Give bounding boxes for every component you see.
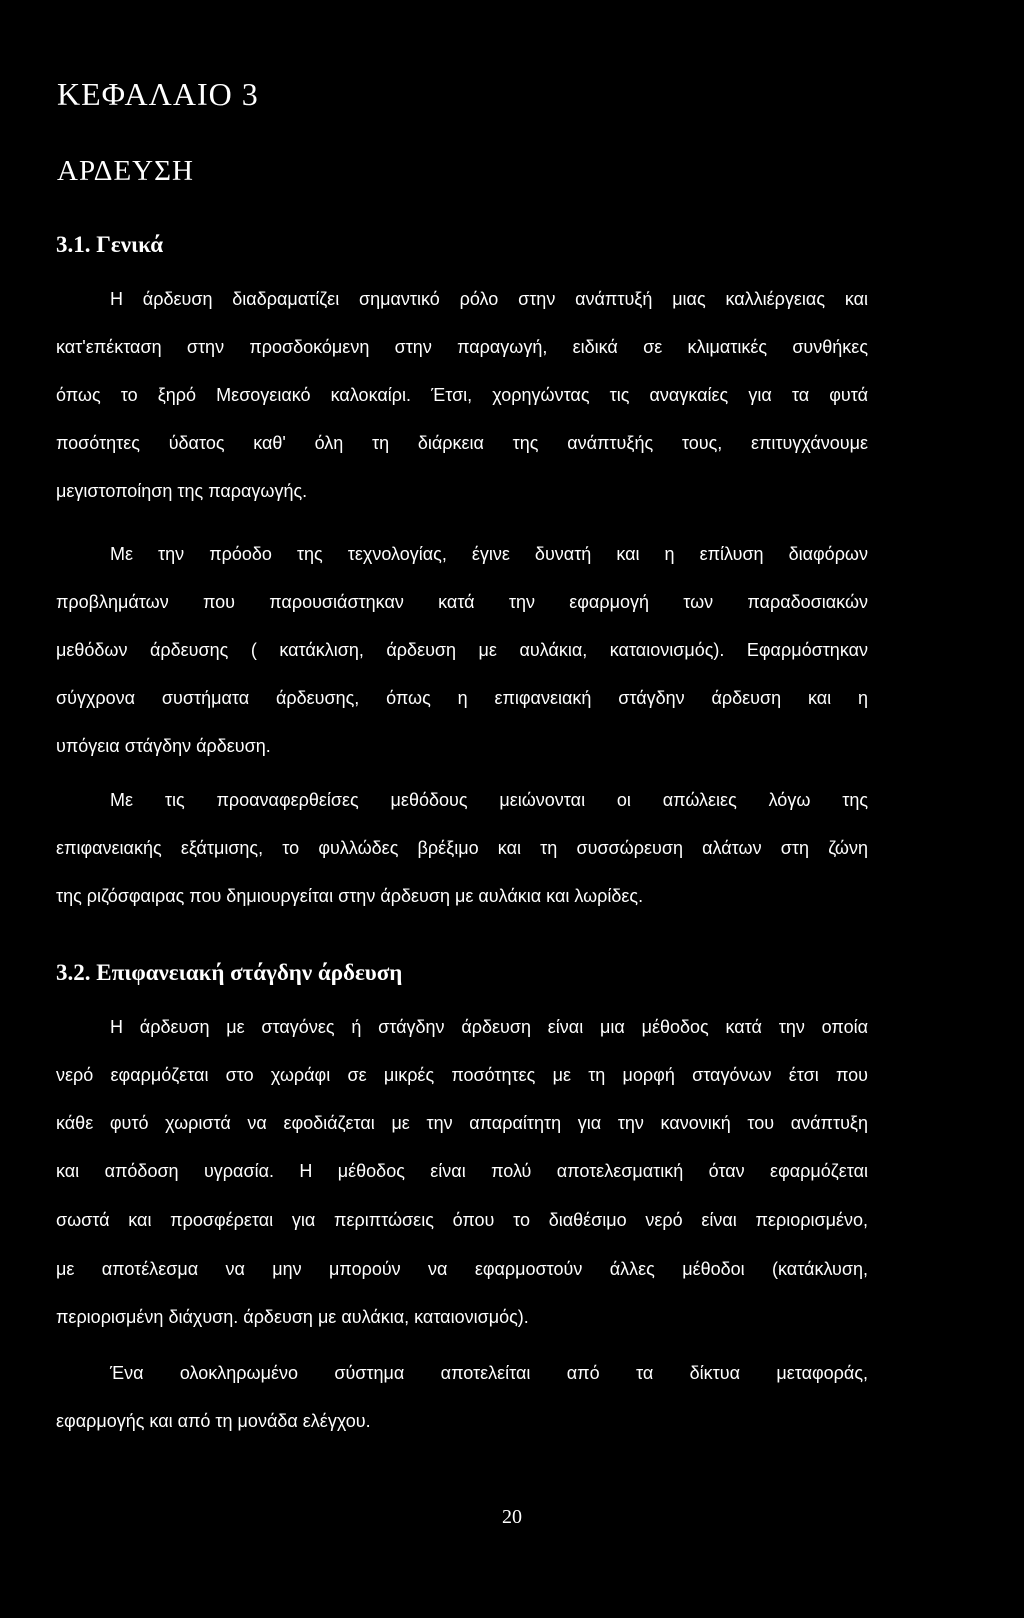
paragraph-line: Ένα ολοκληρωμένο σύστημα αποτελείται από τα δίκτυα μεταφοράς, xyxy=(110,1363,868,1383)
paragraph-line: εφαρμογής και από τη μονάδα ελέγχου. xyxy=(56,1411,371,1431)
paragraph-line: σωστά και προσφέρεται για περιπτώσεις όπου το διαθέσιμο νερό είναι περιορισμένο, xyxy=(56,1210,868,1230)
page-number: 20 xyxy=(502,1506,522,1528)
paragraph-line: με αποτέλεσμα να μην μπορούν να εφαρμοστούν άλλες μέθοδοι (κατάκλυση, xyxy=(56,1259,868,1279)
paragraph-line: προβλημάτων που παρουσιάστηκαν κατά την εφαρμογή των παραδοσιακών xyxy=(56,592,868,612)
paragraph-line: Η άρδευση με σταγόνες ή στάγδην άρδευση είναι μια μέθοδος κατά την οποία xyxy=(110,1017,868,1037)
paragraph-line: σύγχρονα συστήματα άρδευσης, όπως η επιφανειακή στάγδην άρδευση και η xyxy=(56,688,868,708)
paragraph-line: ποσότητες ύδατος καθ' όλη τη διάρκεια της ανάπτυξής τους, επιτυγχάνουμε xyxy=(56,433,868,453)
section-heading-drip-irrigation: 3.2. Επιφανειακή στάγδην άρδευση xyxy=(56,960,403,985)
paragraph-line: κάθε φυτό χωριστά να εφοδιάζεται με την απαραίτητη για την κανονική του ανάπτυξη xyxy=(56,1113,868,1133)
paragraph-line: κατ'επέκταση στην προσδοκόμενη στην παραγωγή, ειδικά σε κλιματικές συνθήκες xyxy=(56,337,868,357)
paragraph-line: περιορισμένη διάχυση. άρδευση με αυλάκια, καταιονισμός). xyxy=(56,1307,529,1327)
paragraph-line: μεθόδων άρδευσης ( κατάκλιση, άρδευση με αυλάκια, καταιονισμός). Εφαρμόστηκαν xyxy=(56,640,868,660)
paragraph-line: και απόδοση υγρασία. Η μέθοδος είναι πολύ αποτελεσματική όταν εφαρμόζεται xyxy=(56,1161,868,1181)
paragraph-line: επιφανειακής εξάτμισης, το φυλλώδες βρέξιμο και τη συσσώρευση αλάτων στη ζώνη xyxy=(56,838,868,858)
paragraph-line: νερό εφαρμόζεται στο χωράφι σε μικρές ποσότητες με τη μορφή σταγόνων έτσι που xyxy=(56,1065,868,1085)
paragraph-line: Με την πρόοδο της τεχνολογίας, έγινε δυνατή και η επίλυση διαφόρων xyxy=(110,544,868,564)
chapter-title: ΑΡΔΕΥΣΗ xyxy=(57,155,194,187)
chapter-heading: ΚΕΦΑΛΑΙΟ 3 xyxy=(57,76,259,112)
paragraph-line: της ριζόσφαιρας που δημιουργείται στην άρδευση με αυλάκια και λωρίδες. xyxy=(56,886,644,906)
paragraph-line: Με τις προαναφερθείσες μεθόδους μειώνονται οι απώλειες λόγω της xyxy=(110,790,868,810)
section-heading-general: 3.1. Γενικά xyxy=(56,232,164,257)
paragraph-line: μεγιστοποίηση της παραγωγής. xyxy=(56,481,308,501)
paragraph-line: Η άρδευση διαδραματίζει σημαντικό ρόλο στην ανάπτυξή μιας καλλιέργειας και xyxy=(110,289,868,309)
paragraph-line: υπόγεια στάγδην άρδευση. xyxy=(56,736,271,756)
paragraph-line: όπως το ξηρό Μεσογειακό καλοκαίρι. Έτσι, χορηγώντας τις αναγκαίες για τα φυτά xyxy=(56,385,868,405)
